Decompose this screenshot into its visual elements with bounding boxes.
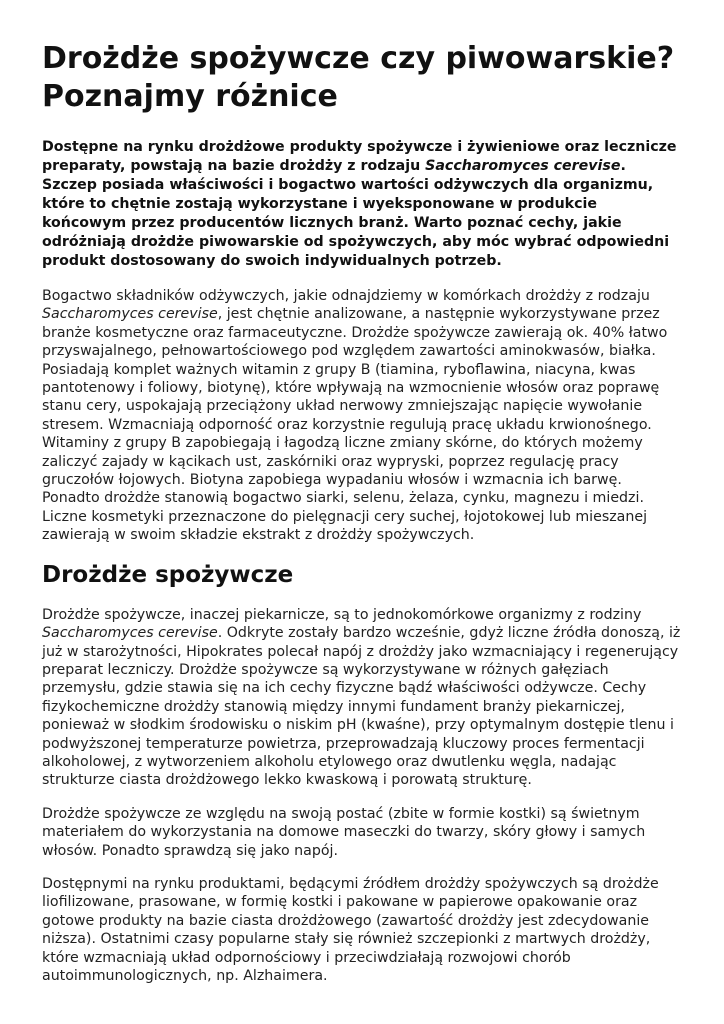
lead-species-name: Saccharomyces cerevise <box>425 158 621 174</box>
section-p1-species-name: Saccharomyces cerevise <box>42 625 218 642</box>
article-title <box>42 40 684 116</box>
intro-text-start: Bogactwo składników odżywczych, jakie odnajdziemy w komórkach drożdży z rodzaju <box>42 288 650 304</box>
intro-species-name: Saccharomyces cerevise <box>42 306 218 323</box>
section-paragraph-1 <box>42 606 684 790</box>
section-p1-text-start: Drożdże spożywcze, inaczej piekarnicze, są to jednokomórkowe organizmy z rodziny <box>42 606 642 623</box>
article-title-line1: Drożdże spożywcze czy piwowarskie? <box>42 41 675 76</box>
section-heading: Drożdże spożywcze <box>42 561 294 588</box>
article-title-line2: Poznajmy różnice <box>42 79 338 114</box>
intro-text-end: , jest chętnie analizowane, a następnie wykorzystywane przez branże kosmetyczne oraz farmaceutyczne. Drożdże spożywcze zawierają ok. 40% łatwo przyswajalnego, pełnowartościowego pod względem zawartości aminokwasów, białka. Posiadają komplet ważnych witamin z grupy B (tiamina, ryboflawina, niacyna, kwas pantotenowy i foliowy, biotynę), które wpływają na wzmocnienie włosów oraz poprawę stanu cery, uspokajają przeciążony układ nerwowy zmniejszając napięcie wywołanie stresem. Wzmacniają odporność oraz korzystnie regulują pracę układu krwionośnego. Witaminy z grupy B zapobiegają i łagodzą liczne zmiany skórne, do których możemy zaliczyć zajady w kącikach ust, zaskórniki oraz wypryski, poprzez regulację pracy gruczołów łojowych. Biotyna zapobiega wypadaniu włosów i wzmacnia ich barwę. Ponadto drożdże stanowią bogactwo siarki, selenu, żelaza, cynku, magnezu i miedzi. Liczne kosmetyki przeznaczone do pielęgnacji cery suchej, łojotokowej lub mieszanej zawierają w swoim składzie ekstrakt z drożdży spożywczych. <box>42 306 668 544</box>
section-p1-text-end: . Odkryte zostały bardzo wcześnie, gdyż liczne źródła donoszą, iż już w starożytności, Hipokrates polecał napój z drożdży jako wzmacniający i regenerujący preparat leczniczy. Drożdże spożywcze są wykorzystywane w różnych gałęziach przemysłu, gdzie stawia się na ich cechy fizyczne bądź właściwości odżywcze. Cechy fizykochemiczne drożdży stanowią między innymi fundament branży piekarniczej, ponieważ w słodkim środowisku o niskim pH (kwaśne), przy optymalnym dostępie tlenu i podwyższonej temperaturze powietrza, przeprowadzają kluczowy proces fermentacji alkoholowej, z wytworzeniem alkoholu etylowego oraz dwutlenku węgla, nadając strukturze ciasta drożdżowego lekko kwaskową i porowatą strukturę. <box>42 625 681 789</box>
lead-paragraph <box>42 138 684 271</box>
lead-text-start: Dostępne na rynku drożdżowe produkty spożywcze i żywieniowe oraz lecznicze preparaty, powstają na bazie drożdży z rodzaju <box>42 139 677 174</box>
section-paragraph-3: Dostępnymi na rynku produktami, będącymi źródłem drożdży spożywczych są drożdże liofilizowane, prasowane, w formię kostki i pakowane w papierowe opakowanie oraz gotowe produkty na bazie ciasta drożdżowego (zawartość drożdży jest zdecydowanie niższa). Ostatnimi czasy popularne stały się również szczepionki z martwych drożdży, które wzmacniają układ odpornościowy i przeciwdziałają rozwojowi chorób autoimmunologicznych, np. Alzhaimera. <box>42 875 659 984</box>
lead-text-end: . Szczep posiada właściwości i bogactwo wartości odżywczych dla organizmu, które to chętnie zostają wykorzystane i wyeksponowane w produkcie końcowym przez producentów licznych branż. Warto poznać cechy, jakie odróżniają drożdże piwowarskie od spożywczych, aby móc wybrać odpowiedni produkt dostosowany do swoich indywidualnych potrzeb. <box>42 158 670 269</box>
section-paragraph-2: Drożdże spożywcze ze względu na swoją postać (zbite w formie kostki) są świetnym materiałem do wykorzystania na domowe maseczki do twarzy, skóry głowy i samych włosów. Ponadto sprawdzą się jako napój. <box>42 805 646 859</box>
intro-paragraph <box>42 287 684 545</box>
